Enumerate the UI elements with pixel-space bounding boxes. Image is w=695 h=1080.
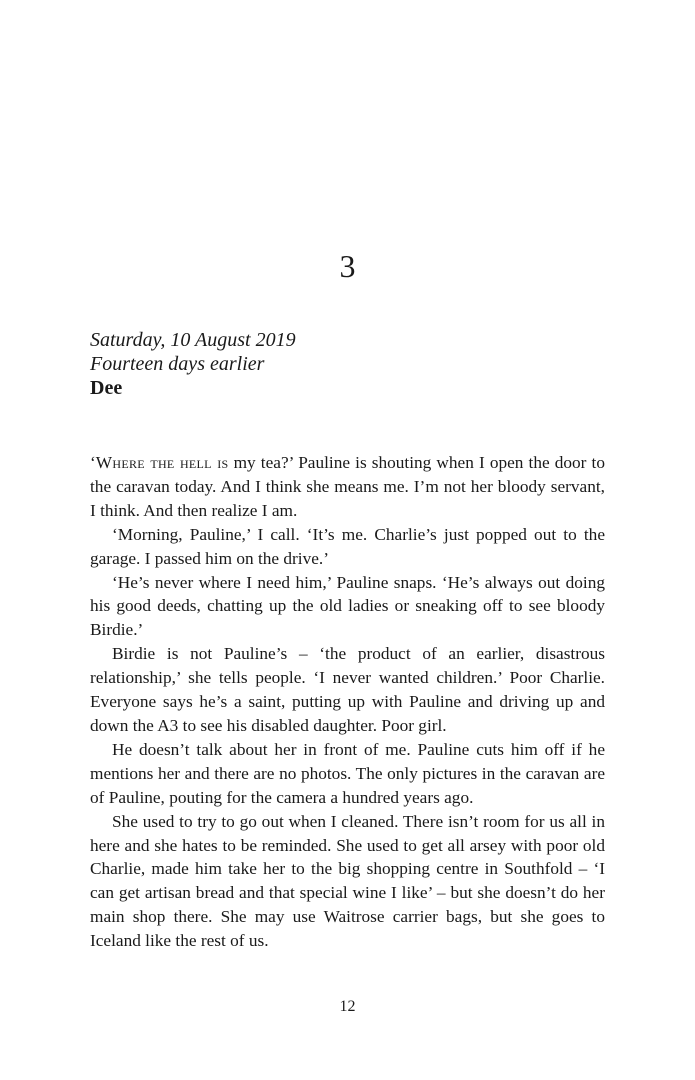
paragraph-1: ‘Where the hell is my tea?’ Pauline is shouting when I open the door to the caravan today. And I think she means me. I’m not her bloody servant, I think. And then realize I am. <box>90 453 605 520</box>
chapter-narrator: Dee <box>90 377 123 399</box>
chapter-date: Saturday, 10 August 2019 <box>90 329 296 351</box>
paragraph-5: He doesn’t talk about her in front of me. Pauline cuts him off if he mentions her and there are no photos. The only pictures in the caravan are of Pauline, pouting for the camera a hundred years ago. <box>90 739 605 807</box>
chapter-number: 3 <box>339 248 356 284</box>
paragraph-3: ‘He’s never where I need him,’ Pauline snaps. ‘He’s always out doing his good deeds, chatting up the old ladies or sneaking off to see bloody Birdie.’ <box>90 572 605 640</box>
paragraph-2: ‘Morning, Pauline,’ I call. ‘It’s me. Charlie’s just popped out to the garage. I passed him on the drive.’ <box>90 524 605 568</box>
page-number: 12 <box>339 998 356 1015</box>
paragraph-4: Birdie is not Pauline’s – ‘the product of an earlier, disastrous relationship,’ she tells people. ‘I never wanted children.’ Poor Charlie. Everyone says he’s a saint, putting up with Pauline and driving up and down the A3 to see his disabled daughter. Poor girl. <box>90 644 605 735</box>
paragraph-6: She used to try to go out when I cleaned. There isn’t room for us all in here and she hates to be reminded. She used to get all arsey with poor old Charlie, made him take her to the big shopping centre in Southfold – ‘I can get artisan bread and that special wine I like’ – but she doesn’t do her main shop there. She may use Waitrose carrier bags, but she goes to Iceland like the rest of us. <box>90 811 605 951</box>
paragraph-1-text: my tea?’ Pauline is shouting when I open the door to the caravan today. And I think she means me. I’m not her bloody servant, I think. And then realize I am. <box>90 453 605 520</box>
opening-smallcaps: Where the hell is <box>95 453 229 472</box>
body-text <box>90 451 605 953</box>
chapter-relative-time: Fourteen days earlier <box>90 353 265 375</box>
chapter-heading <box>90 328 610 400</box>
